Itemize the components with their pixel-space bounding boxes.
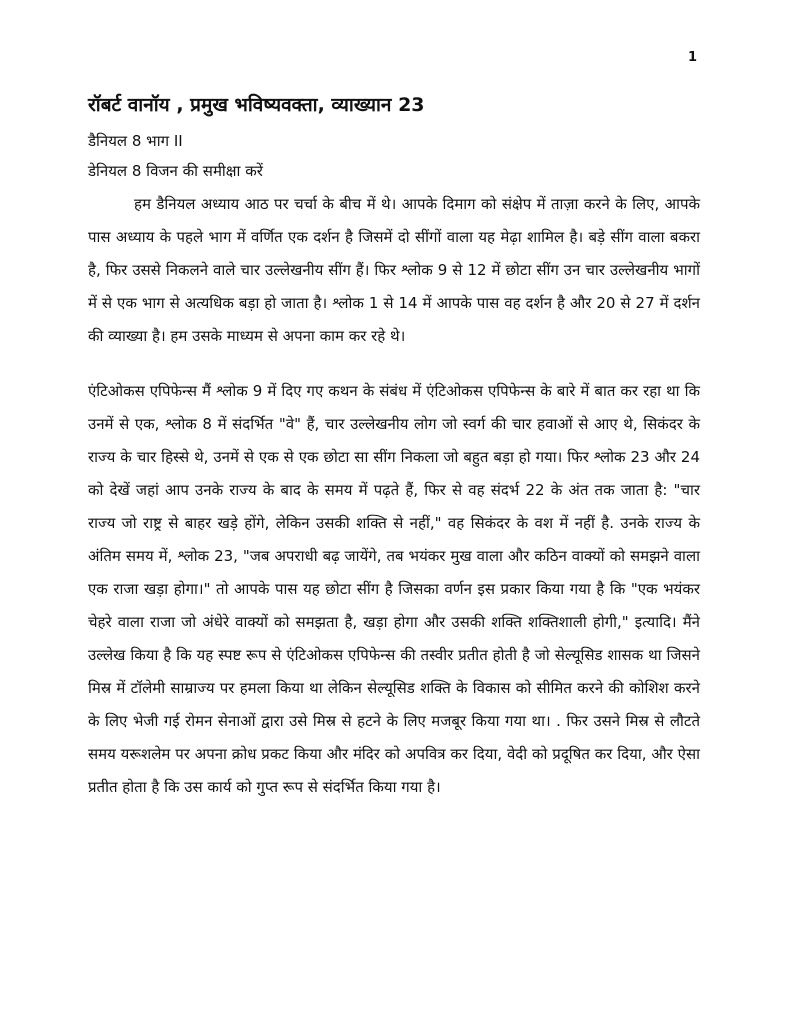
page-number: 1 xyxy=(687,50,697,65)
body-paragraph-2: एंटिओकस एपिफेन्स मैं श्लोक 9 में दिए गए कथन के संबंध में एंटिओकस एपिफेन्स के बारे में बात कर रहा था कि उनमें से एक, श्लोक 8 में संदर्भित "वे" हैं, चार उल्लेखनीय लोग जो स्वर्ग की चार हवाओं से आए थे, सिकंदर के राज्य के चार हिस्से थे, उनमें से एक से एक छोटा सा सींग निकला जो बहुत बड़ा हो गया। फिर श्लोक 23 और 24 को देखें जहां आप उनके राज्य के बाद के समय में पढ़ते हैं, फिर से वह संदर्भ 22 के अंत तक जाता है: "चार राज्य जो राष्ट्र से बाहर खड़े होंगे, लेकिन उसकी शक्ति से नहीं," वह सिकंदर के वश में नहीं है. उनके राज्य के अंतिम समय में, श्लोक 23, "जब अपराधी बढ़ जायेंगे, तब भयंकर मुख वाला और कठिन वाक्यों को समझने वाला एक राजा खड़ा होगा।" तो आपके पास यह छोटा सींग है जिसका वर्णन इस प्रकार किया गया है कि "एक भयंकर चेहरे वाला राजा जो अंधेरे वाक्यों को समझता है, खड़ा होगा और उसकी शक्ति शक्तिशाली होगी," इत्यादि। मैंने उल्लेख किया है कि यह स्पष्ट रूप से एंटिओकस एपिफेन्स की तस्वीर प्रतीत होती है जो सेल्यूसिड शासक था जिसने मिस्र में टॉलेमी साम्राज्य पर हमला किया था लेकिन सेल्यूसिड शक्ति के विकास को सीमित करने की कोशिश करने के लिए भेजी गई रोमन सेनाओं द्वारा उसे मिस्र से हटने के लिए मजबूर किया गया था। . फिर उसने मिस्र से लौटते समय यरूशलेम पर अपना क्रोध प्रकट किया और मंदिर को अपवित्र कर दिया, वेदी को प्रदूषित कर दिया, और ऐसा प्रतीत होता है कि उस कार्य को गुप्त रूप से संदर्भित किया गया है। xyxy=(88,382,700,796)
lecture-title: रॉबर्ट वानॉय , प्रमुख भविष्यवक्ता, व्याख्यान 23 xyxy=(88,94,425,116)
section-heading: डेनियल 8 विजन की समीक्षा करें xyxy=(88,162,263,180)
body-paragraph-1: हम डैनियल अध्याय आठ पर चर्चा के बीच में थे। आपके दिमाग को संक्षेप में ताज़ा करने के लिए, आपके पास अध्याय के पहले भाग में वर्णित एक दर्शन है जिसमें दो सींगों वाला यह मेढ़ा शामिल है। बड़े सींग वाला बकरा है, फिर उससे निकलने वाले चार उल्लेखनीय सींग हैं। फिर श्लोक 9 से 12 में छोटा सींग उन चार उल्लेखनीय भागों में से एक भाग से अत्यधिक बड़ा हो जाता है। श्लोक 1 से 14 में आपके पास वह दर्शन है और 20 से 27 में दर्शन की व्याख्या है। हम उसके माध्यम से अपना काम कर रहे थे। xyxy=(88,195,700,345)
document-content xyxy=(88,90,700,804)
lecture-subtitle: डैनियल 8 भाग II xyxy=(88,132,183,150)
